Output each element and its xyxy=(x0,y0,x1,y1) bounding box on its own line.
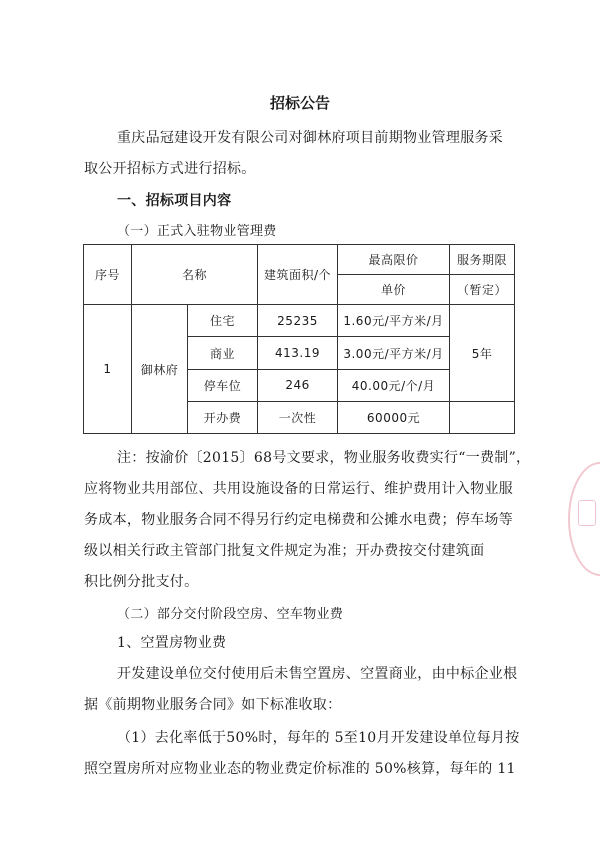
intro-line-1: 重庆品冠建设开发有限公司对御林府项目前期物业管理服务采 xyxy=(117,130,504,146)
cell-period-empty xyxy=(450,401,515,433)
header-no: 序号 xyxy=(84,245,132,305)
header-unit-price: 单价 xyxy=(338,275,450,305)
seal-mark xyxy=(578,500,596,526)
body-line-3: （1）去化率低于50%时，每年的 5至10月开发建设单位每月按 xyxy=(117,730,520,746)
table-header-row xyxy=(84,245,515,275)
cell-period: 5年 xyxy=(450,305,515,401)
note-line-2: 应将物业共用部位、共用设施设备的日常运行、维护费用计入物业服 xyxy=(84,481,513,497)
note-line-4: 级以相关行政主管部门批复文件规定为准；开办费按交付建筑面 xyxy=(84,543,485,559)
cell-area: 246 xyxy=(258,369,338,401)
note-line-5: 积比例分批支付。 xyxy=(84,574,199,590)
fee-table xyxy=(83,244,515,434)
note-line-1: 注：按渝价〔2015〕68号文要求，物业服务收费实行“一费制”， xyxy=(117,450,531,466)
header-area: 建筑面积/个 xyxy=(258,245,338,305)
cell-area: 一次性 xyxy=(258,401,338,433)
cell-price: 40.00元/个/月 xyxy=(338,369,450,401)
note-line-3: 务成本，物业服务合同不得另行约定电梯费和公摊水电费；停车场等 xyxy=(84,512,513,528)
header-period-bottom: （暂定） xyxy=(450,275,515,305)
item-heading-1: 1、空置房物业费 xyxy=(117,635,227,651)
cell-area: 413.19 xyxy=(258,337,338,369)
page-title: 招标公告 xyxy=(269,94,330,112)
cell-price: 60000元 xyxy=(338,401,450,433)
cell-price: 1.60元/平方米/月 xyxy=(338,305,450,337)
header-period-top: 服务期限 xyxy=(450,245,515,275)
cell-price: 3.00元/平方米/月 xyxy=(338,337,450,369)
header-limit: 最高限价 xyxy=(338,245,450,275)
cell-area: 25235 xyxy=(258,305,338,337)
body-line-4: 照空置房所对应物业业态的物业费定价标准的 50%核算，每年的 11 xyxy=(84,761,516,777)
subsection-heading-2: （二）部分交付阶段空房、空车物业费 xyxy=(117,607,344,622)
header-name: 名称 xyxy=(132,245,258,305)
cell-no: 1 xyxy=(84,305,132,434)
body-line-1: 开发建设单位交付使用后未售空置房、空置商业，由中标企业根 xyxy=(117,666,518,682)
subsection-heading-1: （一）正式入驻物业管理费 xyxy=(117,224,277,239)
intro-line-2: 取公开招标方式进行招标。 xyxy=(84,161,256,177)
section-heading-1: 一、招标项目内容 xyxy=(117,193,232,209)
cell-type: 住宅 xyxy=(188,305,258,337)
cell-type: 商业 xyxy=(188,337,258,369)
body-line-2: 据《前期物业服务合同》如下标准收取： xyxy=(84,697,342,713)
cell-project: 御林府 xyxy=(132,305,188,434)
cell-type: 停车位 xyxy=(188,369,258,401)
cell-type: 开办费 xyxy=(188,401,258,433)
table-row xyxy=(84,305,515,337)
